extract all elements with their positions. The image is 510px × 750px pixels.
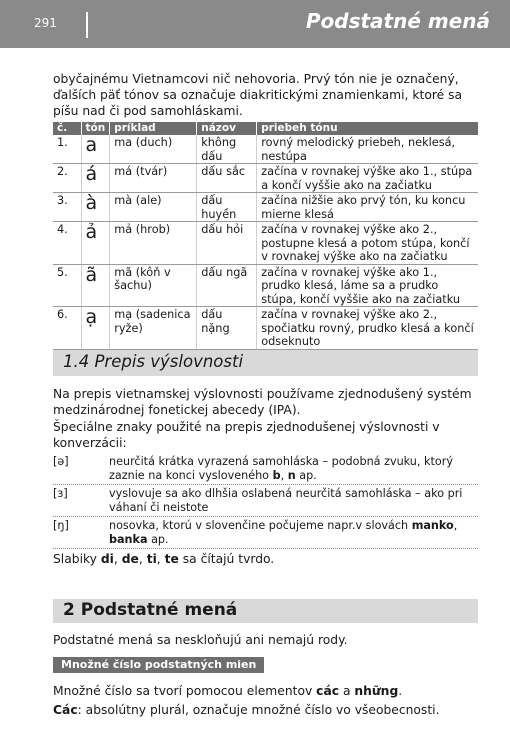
tone-glyph: a <box>81 135 110 164</box>
row-contour: začína v rovnakej výške ako 1., stúpa a končí vyššie ako na začiatku <box>257 164 478 193</box>
cac-paragraph: Các: absolútny plurál, označuje množné číslo vo všeobecnosti. <box>53 703 440 717</box>
ipa-symbol: [ə] <box>53 455 69 468</box>
chapter-title: Podstatné mená <box>305 9 490 33</box>
table-row <box>53 222 478 265</box>
page-header <box>0 0 510 48</box>
hard-syllables-note: Slabiky di, de, ti, te sa čítajú tvrdo. <box>53 552 275 566</box>
tone-glyph: á <box>81 164 110 193</box>
row-tone-name: dấu ngã <box>197 264 257 307</box>
tone-table <box>53 122 478 350</box>
list-item <box>53 519 478 549</box>
ipa-symbol: [ŋ] <box>53 519 69 532</box>
ipa-symbol: [ɜ] <box>53 487 68 500</box>
row-contour: začína v rovnakej výške ako 2., postupne klesá a potom stúpa, končí v rovnakej výške ako na začiatku <box>257 222 478 265</box>
col-header-tone: tón <box>81 122 110 135</box>
table-row <box>53 193 478 222</box>
row-number: 3. <box>53 193 81 222</box>
list-item <box>53 487 478 517</box>
row-contour: rovný melodický priebeh, neklesá, nestúpa <box>257 135 478 164</box>
ipa-intro-paragraph: Na prepis vietnamskej výslovnosti používame zjednodušený systém medzinárodnej fonetickej abecedy (IPA). <box>53 387 472 417</box>
row-example: mạ (sadenica ryže) <box>110 307 197 350</box>
section-heading-2 <box>53 599 478 623</box>
row-tone-name: dấu huyền <box>197 193 257 222</box>
row-example: mã (kôň v šachu) <box>110 264 197 307</box>
subheading-plural: Množné číslo podstatných mien <box>53 657 264 673</box>
header-separator <box>86 12 88 38</box>
row-number: 2. <box>53 164 81 193</box>
col-header-name: názov <box>197 122 257 135</box>
row-number: 5. <box>53 264 81 307</box>
row-number: 1. <box>53 135 81 164</box>
row-tone-name: không dấu <box>197 135 257 164</box>
intro-paragraph: obyčajnému Vietnamcovi nič nehovoria. Prvý tón nie je označený, ďalších päť tónov sa označuje diakritickými znamienkami, ktoré sa píšu nad či pod samohláskami. <box>53 72 463 118</box>
ipa-list <box>53 455 478 551</box>
ipa-description: nosovka, ktorú v slovenčine počujeme napr.v slovách manko, banka ap. <box>109 519 458 546</box>
row-contour: začína v rovnakej výške ako 1., prudko klesá, láme sa a prudko stúpa, končí vyššie ako na začiatku <box>257 264 478 307</box>
special-chars-paragraph: Špeciálne znaky použité na prepis zjednodušenej výslovnosti v konverzácii: <box>53 420 440 450</box>
list-item <box>53 455 478 485</box>
row-example: ma (duch) <box>110 135 197 164</box>
row-tone-name: dấu hỏi <box>197 222 257 265</box>
row-contour: začína nižšie ako prvý tón, ku koncu mierne klesá <box>257 193 478 222</box>
row-contour: začína v rovnakej výške ako 2., spočiatku rovný, prudko klesá a končí odseknuto <box>257 307 478 350</box>
nouns-paragraph: Podstatné mená sa neskloňujú ani nemajú rody. <box>53 633 348 647</box>
table-row <box>53 164 478 193</box>
table-row <box>53 307 478 350</box>
col-header-example: príklad <box>110 122 197 135</box>
row-example: mà (ale) <box>110 193 197 222</box>
section-title: 1.4 Prepis výslovnosti <box>63 352 244 371</box>
table-row <box>53 135 478 164</box>
tone-table-header <box>53 122 478 135</box>
page-number: 291 <box>34 16 57 30</box>
ipa-description: vyslovuje sa ako dlhšia oslabená neurčitá samohláska – ako pri váhaní či neistote <box>109 487 463 514</box>
row-example: mả (hrob) <box>110 222 197 265</box>
ipa-description: neurčitá krátka vyrazená samohláska – podobná zvuku, ktorý zaznie na konci vysloveného b, n ap. <box>109 455 453 482</box>
row-example: má (tvár) <box>110 164 197 193</box>
col-header-contour: priebeh tónu <box>257 122 478 135</box>
section-heading-1-4 <box>53 350 478 376</box>
row-number: 6. <box>53 307 81 350</box>
tone-glyph: à <box>81 193 110 222</box>
table-row <box>53 264 478 307</box>
tone-glyph: ạ <box>81 307 110 350</box>
row-number: 4. <box>53 222 81 265</box>
tone-glyph: ả <box>81 222 110 265</box>
plural-paragraph: Množné číslo sa tvorí pomocou elementov các a những. <box>53 684 403 698</box>
row-tone-name: dấu sắc <box>197 164 257 193</box>
tone-glyph: ã <box>81 264 110 307</box>
section-title: 2 Podstatné mená <box>63 600 238 620</box>
col-header-num: č. <box>53 122 81 135</box>
row-tone-name: dấu nặng <box>197 307 257 350</box>
